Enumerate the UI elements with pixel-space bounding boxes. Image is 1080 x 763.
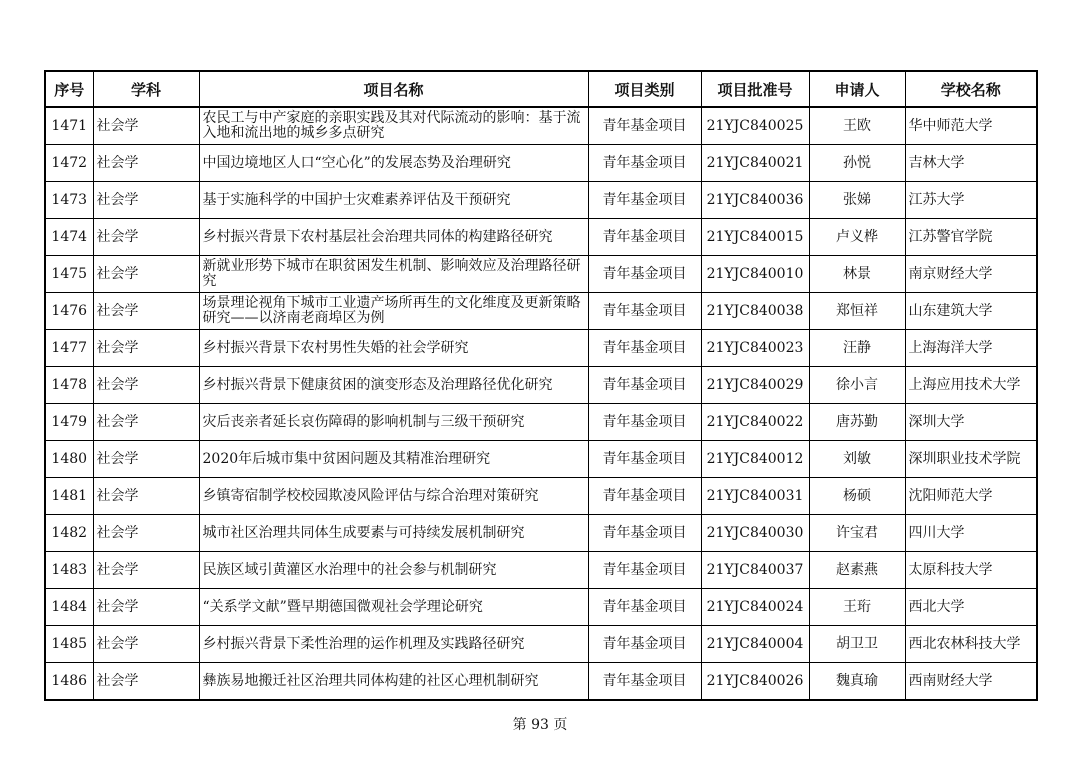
row-project-name: 农民工与中产家庭的亲职实践及其对代际流动的影响：基于流入地和流出地的城乡多点研究 [199,107,588,145]
row-approval-no: 21YJC840030 [701,515,809,552]
row-project-name: 乡村振兴背景下农村男性失婚的社会学研究 [199,330,588,367]
row-project-name: 2020年后城市集中贫困问题及其精准治理研究 [199,441,588,478]
table-row [45,182,1037,219]
table-row [45,367,1037,404]
row-applicant: 刘敏 [809,441,905,478]
row-applicant: 唐苏勤 [809,404,905,441]
row-project-name: 基于实施科学的中国护士灾难素养评估及干预研究 [199,182,588,219]
table-row [45,552,1037,589]
row-index: 1473 [45,182,93,219]
row-project-name: 城市社区治理共同体生成要素与可持续发展机制研究 [199,515,588,552]
table-row [45,515,1037,552]
row-school: 沈阳师范大学 [905,478,1037,515]
row-project-name: 乡村振兴背景下柔性治理的运作机理及实践路径研究 [199,626,588,663]
row-project-name: 乡镇寄宿制学校校园欺凌风险评估与综合治理对策研究 [199,478,588,515]
row-category: 青年基金项目 [588,515,701,552]
row-project-name: 灾后丧亲者延长哀伤障碍的影响机制与三级干预研究 [199,404,588,441]
row-category: 青年基金项目 [588,219,701,256]
table-row [45,256,1037,293]
table-row [45,107,1037,145]
row-applicant: 徐小言 [809,367,905,404]
row-index: 1484 [45,589,93,626]
row-school: 太原科技大学 [905,552,1037,589]
row-discipline: 社会学 [93,367,199,404]
row-school: 深圳职业技术学院 [905,441,1037,478]
row-discipline: 社会学 [93,145,199,182]
row-index: 1480 [45,441,93,478]
row-discipline: 社会学 [93,107,199,145]
row-category: 青年基金项目 [588,256,701,293]
row-index: 1482 [45,515,93,552]
row-discipline: 社会学 [93,663,199,701]
row-index: 1476 [45,293,93,330]
row-discipline: 社会学 [93,589,199,626]
row-applicant: 杨硕 [809,478,905,515]
table-row [45,663,1037,701]
row-discipline: 社会学 [93,330,199,367]
row-approval-no: 21YJC840022 [701,404,809,441]
row-discipline: 社会学 [93,404,199,441]
row-applicant: 张娣 [809,182,905,219]
row-applicant: 孙悦 [809,145,905,182]
row-index: 1478 [45,367,93,404]
row-category: 青年基金项目 [588,626,701,663]
row-category: 青年基金项目 [588,145,701,182]
table-row [45,589,1037,626]
row-approval-no: 21YJC840031 [701,478,809,515]
row-category: 青年基金项目 [588,663,701,701]
table-row [45,441,1037,478]
row-approval-no: 21YJC840015 [701,219,809,256]
row-project-name: 场景理论视角下城市工业遗产场所再生的文化维度及更新策略研究——以济南老商埠区为例 [199,293,588,330]
row-category: 青年基金项目 [588,478,701,515]
row-applicant: 汪静 [809,330,905,367]
row-index: 1479 [45,404,93,441]
row-index: 1472 [45,145,93,182]
row-category: 青年基金项目 [588,330,701,367]
row-approval-no: 21YJC840021 [701,145,809,182]
row-approval-no: 21YJC840029 [701,367,809,404]
row-applicant: 魏真瑜 [809,663,905,701]
row-project-name: 新就业形势下城市在职贫困发生机制、影响效应及治理路径研究 [199,256,588,293]
row-school: 山东建筑大学 [905,293,1037,330]
header-school: 学校名称 [905,71,1037,107]
row-school: 华中师范大学 [905,107,1037,145]
project-table [44,70,1038,701]
row-index: 1474 [45,219,93,256]
row-school: 西南财经大学 [905,663,1037,701]
row-discipline: 社会学 [93,515,199,552]
row-approval-no: 21YJC840012 [701,441,809,478]
row-category: 青年基金项目 [588,367,701,404]
header-approval-no: 项目批准号 [701,71,809,107]
row-approval-no: 21YJC840010 [701,256,809,293]
page-number: 第 93 页 [512,717,568,733]
row-index: 1475 [45,256,93,293]
row-approval-no: 21YJC840025 [701,107,809,145]
row-applicant: 许宝君 [809,515,905,552]
row-category: 青年基金项目 [588,589,701,626]
row-school: 江苏警官学院 [905,219,1037,256]
row-school: 深圳大学 [905,404,1037,441]
table-row [45,293,1037,330]
row-discipline: 社会学 [93,552,199,589]
row-approval-no: 21YJC840023 [701,330,809,367]
row-index: 1477 [45,330,93,367]
header-category: 项目类别 [588,71,701,107]
header-index: 序号 [45,71,93,107]
row-project-name: “关系学文献”暨早期德国微观社会学理论研究 [199,589,588,626]
row-approval-no: 21YJC840004 [701,626,809,663]
row-discipline: 社会学 [93,478,199,515]
row-discipline: 社会学 [93,626,199,663]
row-school: 上海海洋大学 [905,330,1037,367]
table-row [45,145,1037,182]
table-row [45,404,1037,441]
row-approval-no: 21YJC840036 [701,182,809,219]
row-project-name: 乡村振兴背景下农村基层社会治理共同体的构建路径研究 [199,219,588,256]
row-category: 青年基金项目 [588,293,701,330]
row-category: 青年基金项目 [588,552,701,589]
row-category: 青年基金项目 [588,182,701,219]
table-row [45,330,1037,367]
row-category: 青年基金项目 [588,404,701,441]
row-approval-no: 21YJC840037 [701,552,809,589]
row-school: 西北农林科技大学 [905,626,1037,663]
row-school: 西北大学 [905,589,1037,626]
header-project-name: 项目名称 [199,71,588,107]
row-index: 1486 [45,663,93,701]
row-project-name: 民族区域引黄灌区水治理中的社会参与机制研究 [199,552,588,589]
table-row [45,219,1037,256]
row-school: 吉林大学 [905,145,1037,182]
row-school: 上海应用技术大学 [905,367,1037,404]
row-applicant: 王欧 [809,107,905,145]
row-applicant: 王珩 [809,589,905,626]
table-row [45,626,1037,663]
row-index: 1471 [45,107,93,145]
table-row [45,478,1037,515]
row-project-name: 中国边境地区人口“空心化”的发展态势及治理研究 [199,145,588,182]
row-index: 1481 [45,478,93,515]
row-category: 青年基金项目 [588,107,701,145]
row-approval-no: 21YJC840038 [701,293,809,330]
row-discipline: 社会学 [93,256,199,293]
row-applicant: 卢义桦 [809,219,905,256]
row-discipline: 社会学 [93,293,199,330]
row-applicant: 郑恒祥 [809,293,905,330]
row-discipline: 社会学 [93,182,199,219]
row-category: 青年基金项目 [588,441,701,478]
row-discipline: 社会学 [93,219,199,256]
row-index: 1485 [45,626,93,663]
row-school: 江苏大学 [905,182,1037,219]
row-project-name: 乡村振兴背景下健康贫困的演变形态及治理路径优化研究 [199,367,588,404]
row-project-name: 彝族易地搬迁社区治理共同体构建的社区心理机制研究 [199,663,588,701]
row-school: 南京财经大学 [905,256,1037,293]
row-applicant: 林景 [809,256,905,293]
row-applicant: 赵素燕 [809,552,905,589]
row-approval-no: 21YJC840026 [701,663,809,701]
row-applicant: 胡卫卫 [809,626,905,663]
row-index: 1483 [45,552,93,589]
header-discipline: 学科 [93,71,199,107]
row-school: 四川大学 [905,515,1037,552]
header-applicant: 申请人 [809,71,905,107]
table-header-row [45,71,1037,107]
row-discipline: 社会学 [93,441,199,478]
row-approval-no: 21YJC840024 [701,589,809,626]
